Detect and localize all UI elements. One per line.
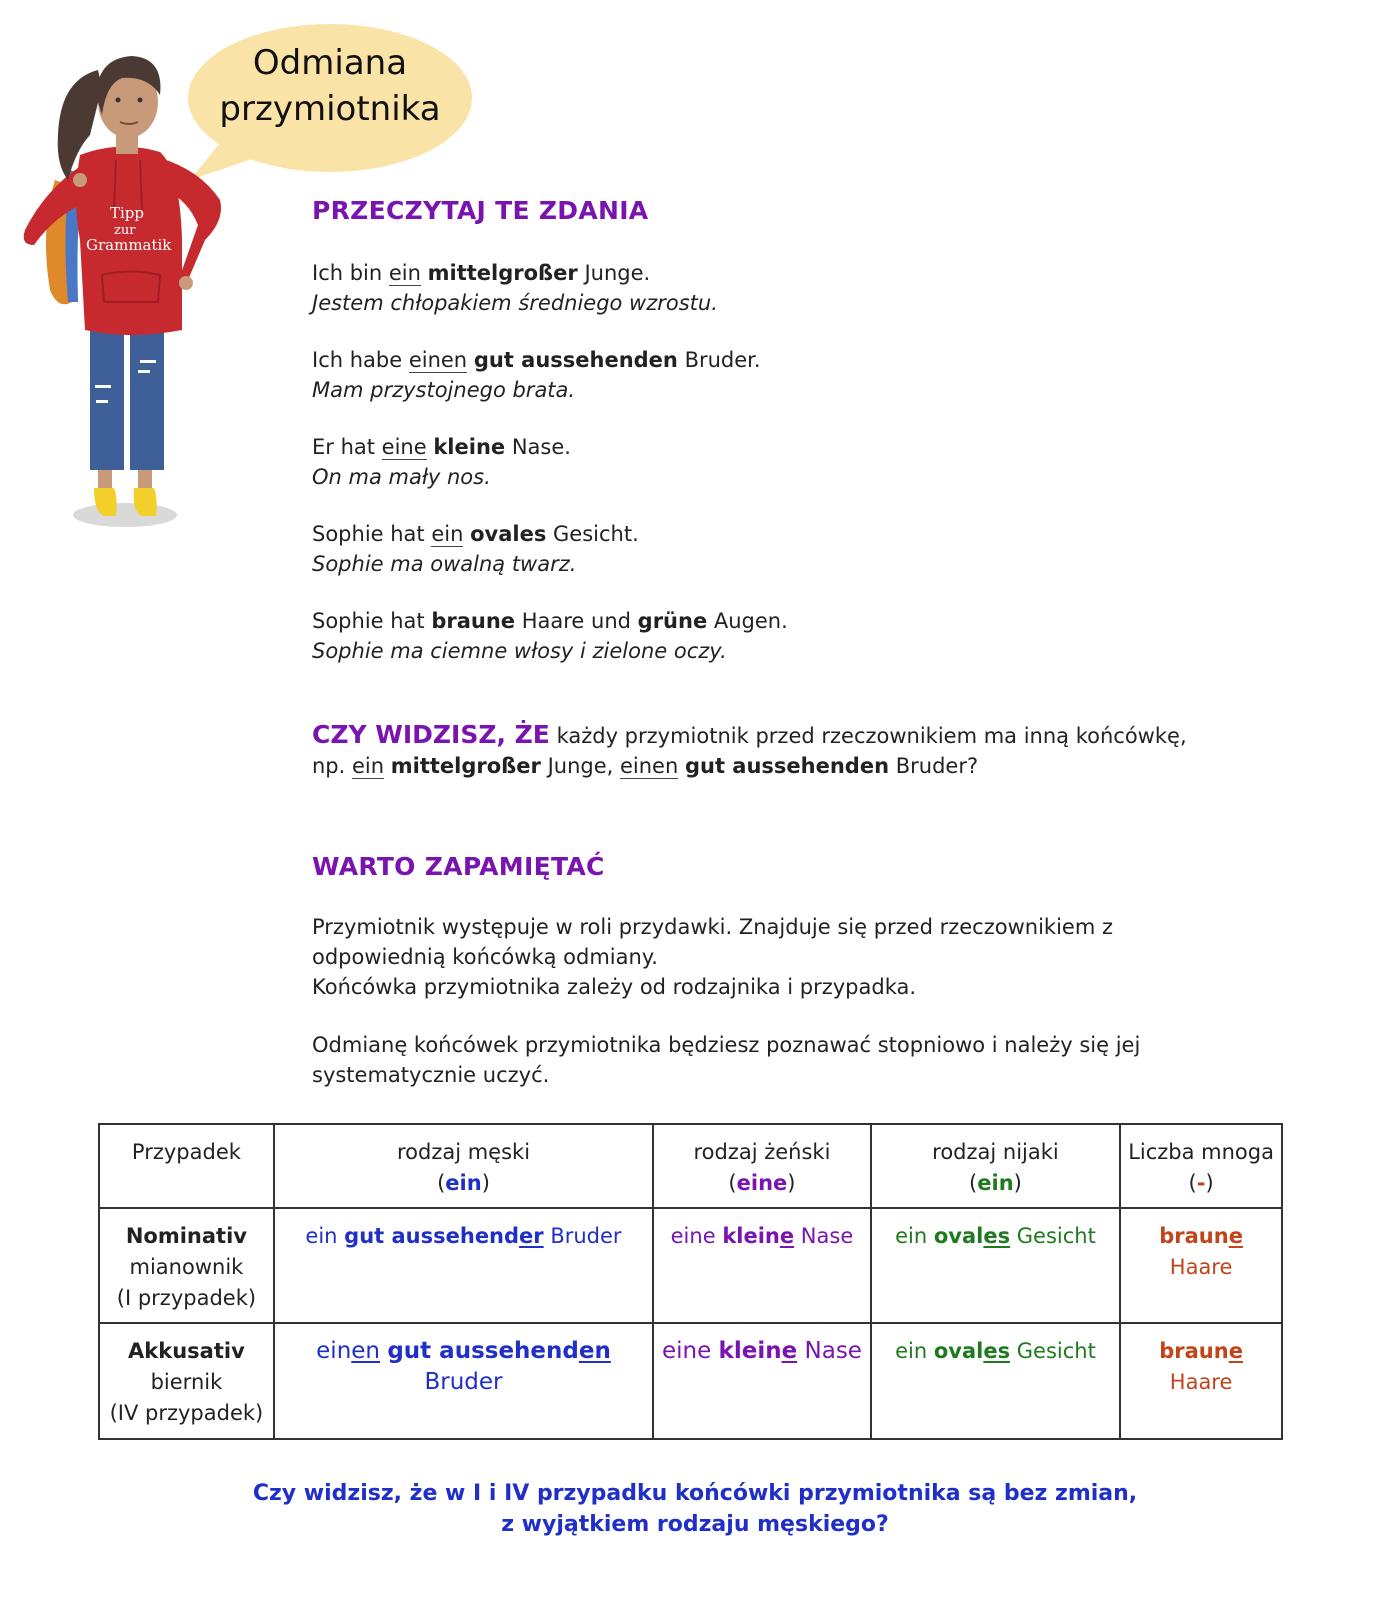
adjective-ending: es — [983, 1339, 1011, 1363]
noun: Nase — [794, 1224, 854, 1248]
header-label: rodzaj żeński — [693, 1140, 831, 1164]
noun: Gesicht — [1010, 1339, 1096, 1363]
footer-question — [180, 1478, 1210, 1540]
header-neuter: rodzaj nijaki (ein) — [871, 1124, 1120, 1208]
header-article: ein — [977, 1171, 1014, 1195]
sentence-text: Gesicht. — [546, 522, 639, 546]
adjective-ending: e — [1228, 1224, 1243, 1248]
sentence-1 — [312, 258, 718, 318]
header-feminine: rodzaj żeński (eine) — [653, 1124, 871, 1208]
article: ein — [895, 1339, 934, 1363]
declension-table — [98, 1123, 1283, 1440]
noun: Gesicht — [1010, 1224, 1096, 1248]
article: einen — [408, 348, 468, 372]
adjective-stem: klein — [718, 1338, 782, 1364]
paragraph-text: Junge, — [540, 754, 620, 778]
adjective-stem: oval — [933, 1224, 984, 1248]
table-row-nominativ — [99, 1208, 1282, 1323]
article: eine — [661, 1338, 719, 1364]
case-number: (IV przypadek) — [109, 1401, 264, 1425]
paragraph-line: Końcówka przymiotnika zależy od rodzajnika i przypadka. — [312, 975, 917, 999]
paragraph-line: Przymiotnik występuje w roli przydawki. Znajduje się przed rzeczownikiem z — [312, 915, 1113, 939]
article: eine — [670, 1224, 723, 1248]
adjective: mittelgroßer — [427, 261, 578, 285]
sentence-text: Ich bin — [312, 261, 389, 285]
header-label: rodzaj nijaki — [932, 1140, 1059, 1164]
sentence-text: Sophie hat — [312, 522, 432, 546]
article-stem: ein — [316, 1338, 352, 1364]
noun: Haare — [1169, 1255, 1233, 1279]
noun: Nase — [797, 1338, 862, 1364]
adjective-ending: e — [781, 1338, 798, 1364]
akk-plural-cell — [1120, 1323, 1282, 1439]
adjective: gut aussehenden — [684, 754, 890, 778]
paragraph-line: Odmianę końcówek przymiotnika będziesz poznawać stopniowo i należy się jej — [312, 1033, 1141, 1057]
adjective-stem: braun — [1159, 1339, 1229, 1363]
akk-neuter-cell — [871, 1323, 1120, 1439]
adjective: gut aussehenden — [473, 348, 678, 372]
translation: Sophie ma ciemne włosy i zielone oczy. — [312, 639, 727, 663]
student-girl-illustration — [10, 40, 260, 560]
hoodie-text-line1: Tipp — [110, 204, 145, 222]
adjective-stem: braun — [1159, 1224, 1229, 1248]
remember-paragraph-2 — [312, 1030, 1242, 1090]
section-heading-read: PRZECZYTAJ TE ZDANIA — [312, 196, 649, 225]
sentence-5 — [312, 606, 788, 666]
article: ein — [352, 754, 385, 778]
paragraph-text: Bruder? — [889, 754, 979, 778]
hoodie-text-line2: zur — [114, 223, 136, 238]
adjective-stem: gut aussehend — [387, 1338, 579, 1364]
section-heading-remember: WARTO ZAPAMIĘTAĆ — [312, 852, 605, 881]
do-you-see-lead: CZY WIDZISZ, ŻE — [312, 720, 550, 749]
adjective: mittelgroßer — [390, 754, 541, 778]
article: ein — [388, 261, 421, 285]
header-plural: Liczba mnoga (-) — [1120, 1124, 1282, 1208]
sentence-4 — [312, 519, 639, 579]
adjective-ending: e — [779, 1224, 795, 1248]
noun: Haare — [1169, 1370, 1233, 1394]
header-case — [99, 1124, 274, 1208]
sentence-text: Ich habe — [312, 348, 409, 372]
bubble-title-line2: przymiotnika — [219, 89, 441, 129]
footer-line: z wyjątkiem rodzaju męskiego? — [501, 1512, 889, 1537]
sentence-text: Nase. — [505, 435, 571, 459]
footer-line: Czy widzisz, że w I i IV przypadku końcówki przymiotnika są bez zmian, — [252, 1481, 1138, 1506]
case-polish: mianownik — [129, 1255, 244, 1279]
adjective-ending: e — [1228, 1339, 1243, 1363]
article: ein — [305, 1224, 345, 1248]
article-ending: en — [351, 1338, 381, 1364]
adjective-stem: oval — [933, 1339, 984, 1363]
article: eine — [381, 435, 427, 459]
adjective-ending: er — [519, 1224, 544, 1248]
case-number: (I przypadek) — [116, 1286, 257, 1310]
nom-feminine-cell — [653, 1208, 871, 1323]
translation: Jestem chłopakiem średniego wzrostu. — [312, 291, 718, 315]
noun: Bruder — [424, 1369, 503, 1395]
paragraph-text: każdy przymiotnik przed rzeczownikiem ma inną końcówkę, — [549, 724, 1187, 748]
adjective: ovales — [470, 522, 547, 546]
article: ein — [895, 1224, 934, 1248]
article: einen — [619, 754, 679, 778]
nom-masculine-cell — [274, 1208, 653, 1323]
sentence-2 — [312, 345, 761, 405]
case-polish: biernik — [150, 1370, 223, 1394]
header-article: eine — [736, 1171, 788, 1195]
remember-paragraph-1 — [312, 912, 1242, 1002]
case-name: Akkusativ — [128, 1339, 245, 1363]
adjective-ending: es — [983, 1224, 1011, 1248]
sentence-text: Bruder. — [677, 348, 761, 372]
sentence-text: Augen. — [707, 609, 788, 633]
header-label: rodzaj męski — [396, 1140, 531, 1164]
adjective: kleine — [433, 435, 506, 459]
sentence-text: Er hat — [312, 435, 382, 459]
paragraph-line: odpowiednią końcówką odmiany. — [312, 945, 658, 969]
sentence-text: Junge. — [577, 261, 651, 285]
bubble-title-line1: Odmiana — [252, 43, 408, 83]
adjective-stem: gut aussehend — [344, 1224, 520, 1248]
case-cell-nominativ — [99, 1208, 274, 1323]
nom-neuter-cell — [871, 1208, 1120, 1323]
table-header-row — [99, 1124, 1282, 1208]
akk-feminine-cell — [653, 1323, 871, 1439]
sentence-text: Sophie hat — [312, 609, 432, 633]
case-name: Nominativ — [125, 1224, 247, 1248]
space — [421, 261, 428, 285]
space — [467, 348, 474, 372]
paragraph-line: systematycznie uczyć. — [312, 1063, 550, 1087]
adjective: grüne — [637, 609, 708, 633]
header-masculine: rodzaj męski (ein) — [274, 1124, 653, 1208]
adjective: braune — [431, 609, 516, 633]
translation: Mam przystojnego brata. — [312, 378, 576, 402]
hoodie-text-line3: Grammatik — [86, 236, 172, 254]
header-label: Liczba mnoga — [1128, 1140, 1274, 1164]
table-row-akkusativ — [99, 1323, 1282, 1439]
header-article: ein — [445, 1171, 482, 1195]
sentence-3 — [312, 432, 571, 492]
adjective-stem: klein — [722, 1224, 780, 1248]
noun: Bruder — [543, 1224, 622, 1248]
translation: Sophie ma owalną twarz. — [312, 552, 577, 576]
header-label: Przypadek — [131, 1140, 241, 1164]
article: ein — [431, 522, 464, 546]
translation: On ma mały nos. — [312, 465, 491, 489]
nom-plural-cell — [1120, 1208, 1282, 1323]
adjective-ending: en — [578, 1338, 611, 1364]
do-you-see-paragraph — [312, 720, 1242, 781]
header-article: - — [1196, 1171, 1206, 1195]
paragraph-text: np. — [312, 754, 352, 778]
case-cell-akkusativ — [99, 1323, 274, 1439]
akk-masculine-cell — [274, 1323, 653, 1439]
sentence-text: Haare und — [515, 609, 638, 633]
